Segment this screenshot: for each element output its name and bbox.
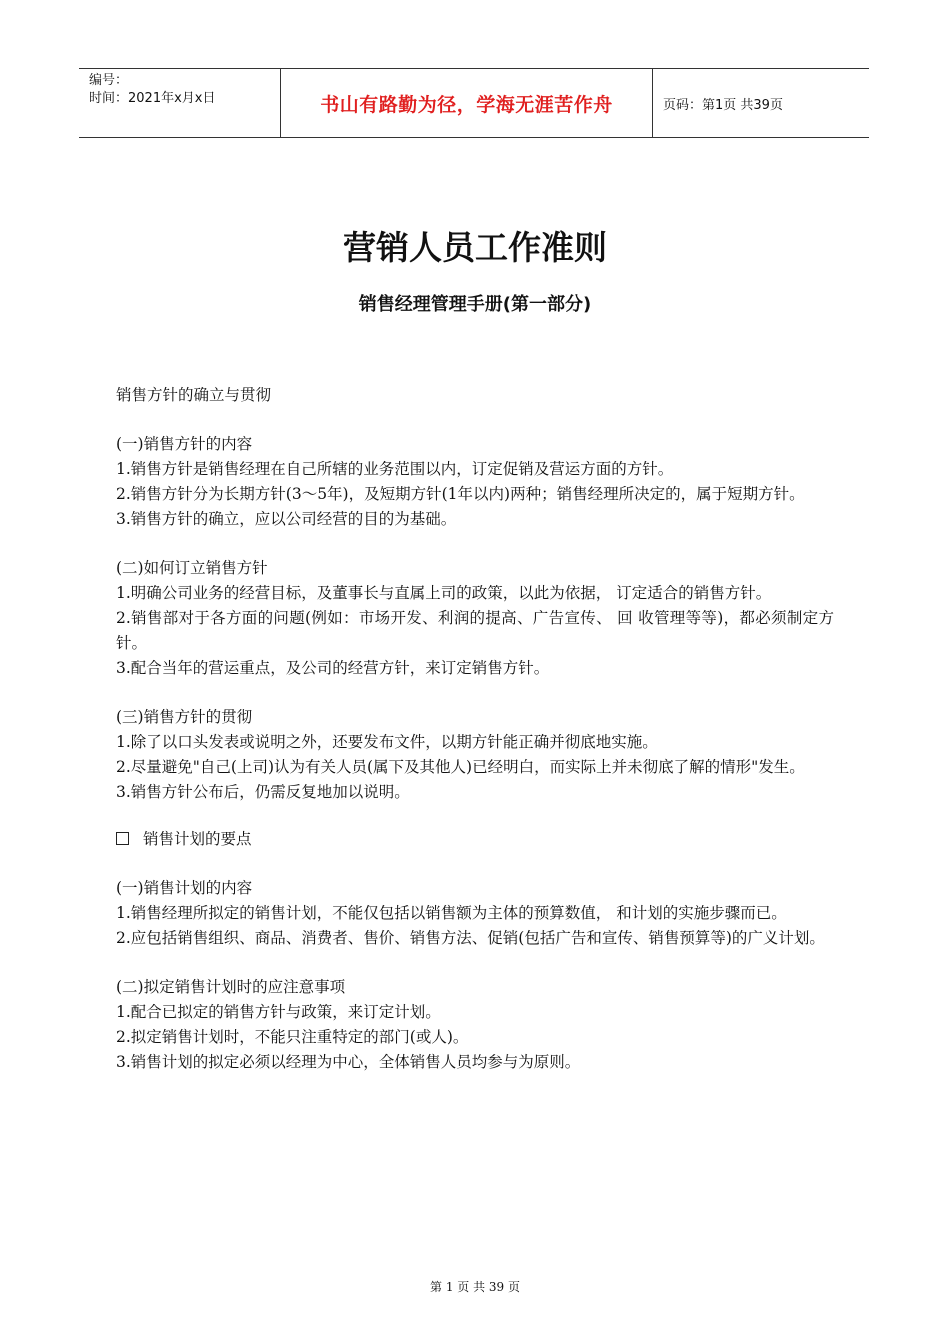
subsection-heading: (一)销售方针的内容 — [116, 435, 253, 453]
list-item: 1.配合已拟定的销售方针与政策，来订定计划。 — [116, 1003, 441, 1021]
subsection-heading: (二)拟定销售计划时的应注意事项 — [116, 978, 346, 996]
square-bullet-icon — [116, 832, 129, 845]
list-item: 2.应包括销售组织、商品、消费者、售价、销售方法、促销(包括广告和宣传、销售预算等)的广义计划。 — [116, 929, 825, 947]
document-title: 营销人员工作准则 — [343, 228, 607, 267]
list-item: 1.销售经理所拟定的销售计划，不能仅包括以销售额为主体的预算数值， 和计划的实施步骤而已。 — [116, 904, 787, 922]
list-item: 1.明确公司业务的经营目标，及董事长与直属上司的政策，以此为依据， 订定适合的销售方针。 — [116, 584, 772, 602]
section-heading-with-bullet — [116, 827, 834, 852]
list-item: 2.销售方针分为长期方针(3～5年)，及短期方针(1年以内)两种；销售经理所决定的，属于短期方针。 — [116, 485, 805, 503]
document-header — [79, 68, 869, 138]
subsection-heading: (一)销售计划的内容 — [116, 879, 253, 897]
subsection-heading: (三)销售方针的贯彻 — [116, 708, 253, 726]
section-heading: 销售计划的要点 — [143, 830, 252, 848]
list-item: 1.除了以口头发表或说明之外，还要发布文件，以期方针能正确并彻底地实施。 — [116, 733, 658, 751]
list-item: 1.销售方针是销售经理在自己所辖的业务范围以内，订定促销及营运方面的方针。 — [116, 460, 674, 478]
header-page-info: 页码：第1页 共39页 — [663, 97, 783, 113]
list-item: 2.拟定销售计划时，不能只注重特定的部门(或人)。 — [116, 1028, 469, 1046]
list-item: 2.尽量避免"自己(上司)认为有关人员(属下及其他人)已经明白，而实际上并未彻底了解的情形"发生。 — [116, 758, 805, 776]
time-label: 时间：2021年x月x日 — [89, 91, 216, 106]
header-meta — [79, 69, 281, 137]
list-item: 3.销售方针的确立，应以公司经营的目的为基础。 — [116, 510, 457, 528]
list-item: 3.销售方针公布后，仍需反复地加以说明。 — [116, 783, 410, 801]
header-motto: 书山有路勤为径，学海无涯苦作舟 — [281, 69, 653, 137]
list-item: 3.销售计划的拟定必须以经理为中心，全体销售人员均参与为原则。 — [116, 1053, 581, 1071]
document-subtitle: 销售经理管理手册(第一部分) — [358, 294, 592, 315]
subsection-heading: (二)如何订立销售方针 — [116, 559, 268, 577]
list-item: 3.配合当年的营运重点，及公司的经营方针，来订定销售方针。 — [116, 659, 550, 677]
page-footer: 第 1 页 共 39 页 — [430, 1280, 520, 1294]
list-item: 2.销售部对于各方面的问题(例如：市场开发、利润的提高、广告宣传、 回 收管理等等)，都必须制定方针。 — [116, 609, 834, 652]
document-body — [116, 383, 834, 1075]
number-label: 编号： — [89, 73, 129, 88]
section-heading: 销售方针的确立与贯彻 — [116, 386, 272, 404]
